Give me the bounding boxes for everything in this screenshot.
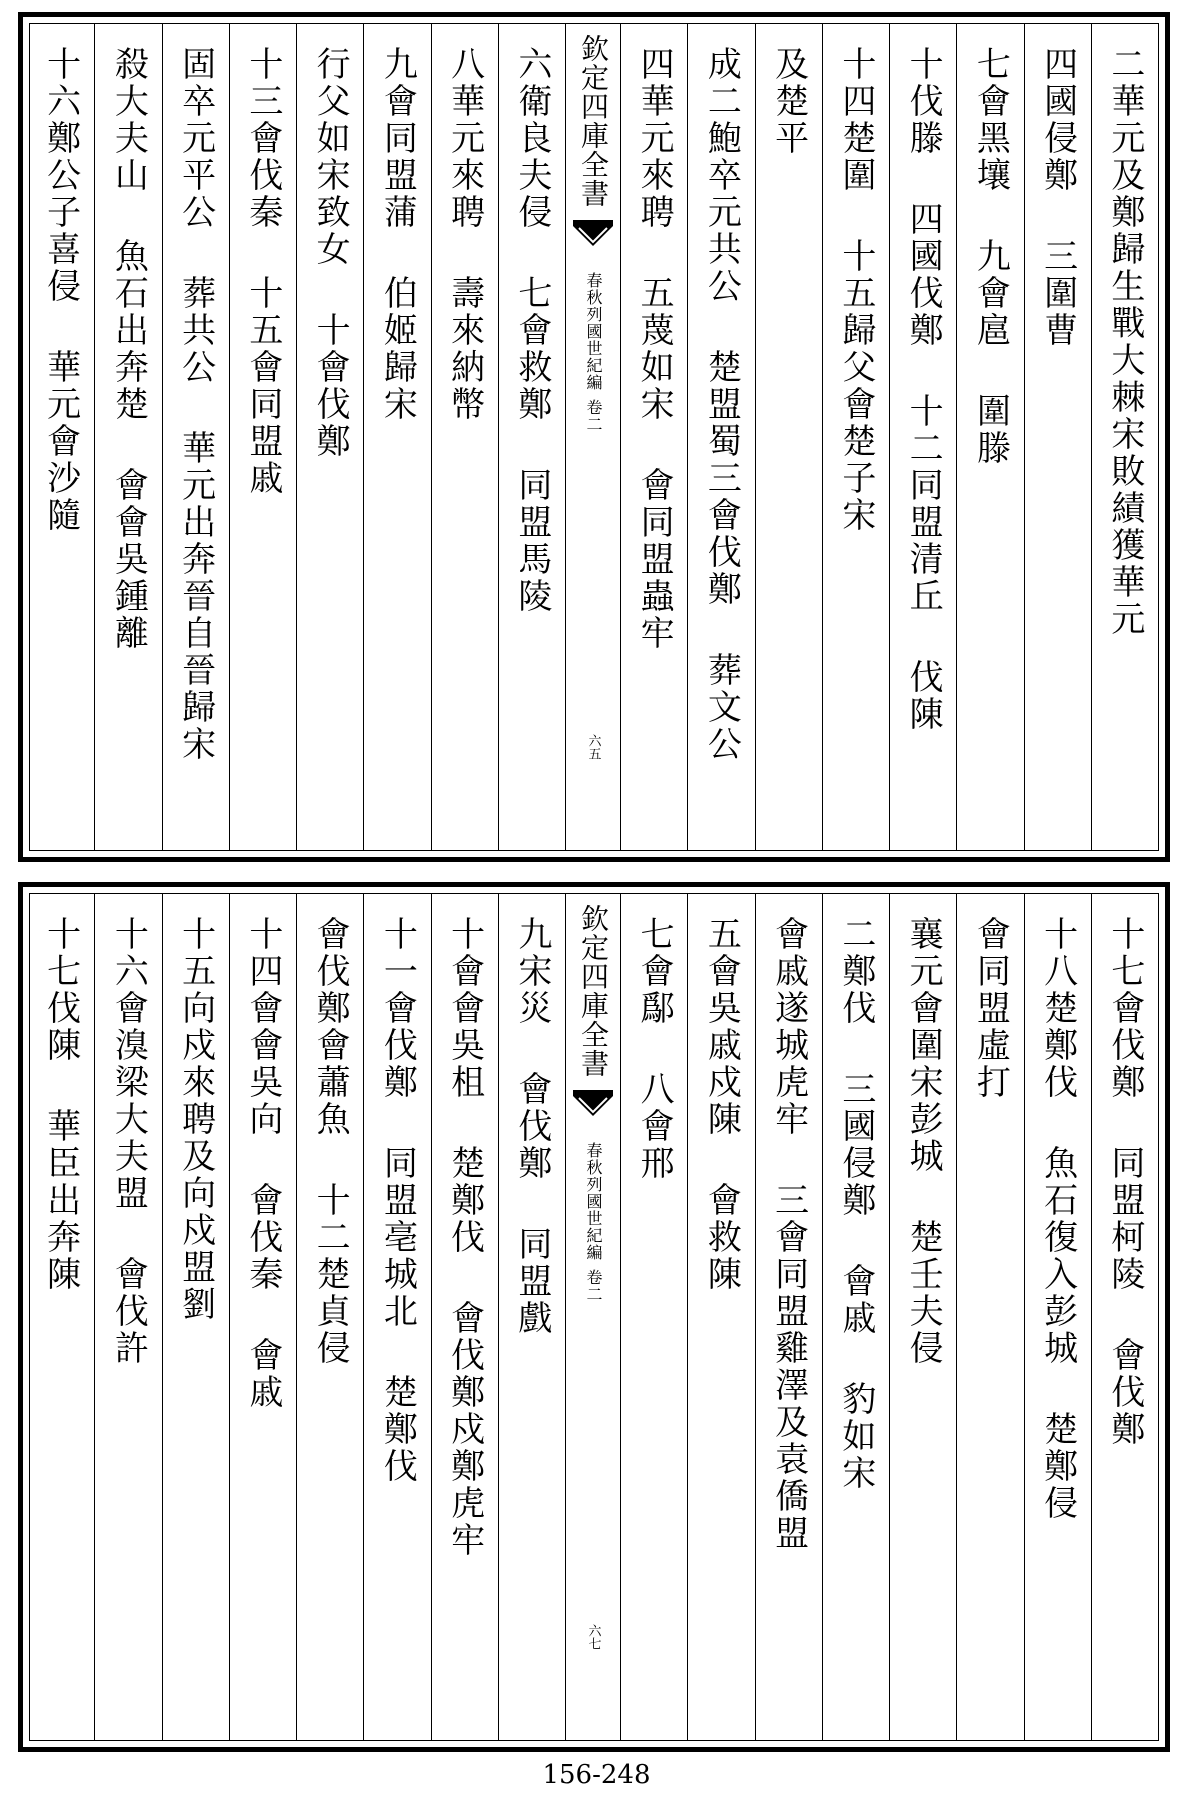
entry-text: 襄元會圍宋彭城 [903,916,944,1175]
entry-text: 九會同盟蒲 [377,46,418,231]
entry-text: 七會救鄭 [511,275,552,423]
entry-text: 楚壬夫侵 [903,1219,944,1367]
text-column [296,894,363,1740]
entry-text: 壽來納幣 [444,275,485,423]
text-column [687,24,754,850]
text-column [498,24,565,850]
book-title: 春秋列國世紀編 [584,1142,603,1261]
entry-text: 十七會伐鄭 [1104,916,1145,1101]
entry-text: 四國侵鄭 [1037,46,1078,194]
entry-text: 十五歸父會楚子宋 [835,238,876,534]
entry-text: 十會會吳柤 [444,916,485,1101]
entry-text: 十二同盟清丘 [903,393,944,615]
text-column [498,894,565,1740]
entry-text: 會伐鄭戍鄭虎牢 [444,1300,485,1559]
center-fold-margin [565,24,620,850]
entry-text: 魚石復入彭城 [1037,1145,1078,1367]
entry-text: 五會吳戚戍陳 [701,916,742,1138]
entry-text: 二鄭伐 [835,916,876,1027]
entry-text: 八華元來聘 [444,46,485,231]
text-column [1024,894,1091,1740]
entry-text: 伯姬歸宋 [377,275,418,423]
text-column [956,894,1023,1740]
text-column [889,24,956,850]
entry-text: 會戚 [835,1263,876,1337]
entry-text: 同盟柯陵 [1104,1145,1145,1293]
fishtail-mark-icon [573,1086,613,1122]
text-column [755,894,822,1740]
entry-text: 同盟戲 [511,1226,552,1337]
entry-text: 會同盟蟲牢 [634,467,675,652]
text-column [162,24,229,850]
entry-text: 三國侵鄭 [835,1071,876,1219]
entry-text: 圍滕 [970,393,1011,467]
entry-text: 會戚 [242,1337,283,1411]
text-column [620,894,687,1740]
bottom-page-columns [29,893,1159,1741]
entry-text: 三會同盟雞澤及袁僑盟 [768,1182,809,1552]
entry-text: 會同盟虛打 [970,916,1011,1101]
entry-text: 華元會沙隨 [40,349,81,534]
entry-text: 魚石出奔楚 [108,238,149,423]
entry-text: 會伐鄭會蕭魚 [310,916,351,1138]
entry-text: 伐陳 [903,659,944,733]
text-column [1091,24,1158,850]
text-column [27,894,94,1740]
entry-text: 九會扈 [970,238,1011,349]
text-column [822,24,889,850]
entry-text: 十六會溴梁大夫盟 [108,916,149,1212]
top-page-columns [29,23,1159,851]
text-column [296,24,363,850]
text-column [162,894,229,1740]
entry-text: 五蔑如宋 [634,275,675,423]
text-column [431,894,498,1740]
entry-text: 會戚遂城虎牢 [768,916,809,1138]
entry-text: 行父如宋致女 [310,46,351,268]
text-column [1091,894,1158,1740]
entry-text: 葬文公 [701,652,742,763]
entry-text: 十五會同盟戚 [242,275,283,497]
entry-text: 豹如宋 [835,1381,876,1492]
text-column [94,24,161,850]
entry-text: 華臣出奔陳 [40,1108,81,1293]
text-column [94,894,161,1740]
collection-title: 欽定四庫全書 [577,904,610,1078]
entry-text: 十會伐鄭 [310,312,351,460]
entry-text: 會救陳 [701,1182,742,1293]
entry-text: 十一會伐鄭 [377,916,418,1101]
entry-text: 會伐秦 [242,1182,283,1293]
fishtail-mark-icon [573,216,613,252]
entry-text: 十七伐陳 [40,916,81,1064]
entry-text: 殺大夫山 [108,46,149,194]
text-column [1024,24,1091,850]
entry-text: 楚鄭伐 [444,1145,485,1256]
bottom-page [18,882,1170,1752]
entry-text: 楚鄭伐 [377,1374,418,1485]
text-column [822,894,889,1740]
entry-text: 楚盟蜀三會伐鄭 [701,349,742,608]
entry-text: 同盟馬陵 [511,467,552,615]
entry-text: 七會鄬 [634,916,675,1027]
entry-text: 固卒元平公 [175,46,216,231]
entry-text: 葬共公 [175,275,216,386]
text-column [363,24,430,850]
entry-text: 及楚平 [768,46,809,157]
text-column [620,24,687,850]
entry-text: 八會邢 [634,1071,675,1182]
entry-text: 十三會伐秦 [242,46,283,231]
entry-text: 成二鮑卒元共公 [701,46,742,305]
entry-text: 會伐鄭 [511,1071,552,1182]
text-column [889,894,956,1740]
entry-text: 楚鄭侵 [1037,1411,1078,1522]
entry-text: 十四楚圍 [835,46,876,194]
entry-text: 六衛良夫侵 [511,46,552,231]
volume-label: 卷二 [584,399,603,433]
book-title: 春秋列國世紀編 [584,272,603,391]
entry-text: 七會黑壤 [970,46,1011,194]
entry-text: 十四會會吳向 [242,916,283,1138]
page-footer-number: 156-248 [542,1760,651,1790]
leaf-number: 六五 [585,734,601,760]
entry-text: 十五向戍來聘及向戍盟劉 [175,916,216,1323]
entry-text: 會會吳鍾離 [108,467,149,652]
entry-text: 會伐鄭 [1104,1337,1145,1448]
entry-text: 會伐許 [108,1256,149,1367]
entry-text: 十八楚鄭伐 [1037,916,1078,1101]
text-column [229,894,296,1740]
top-page [18,12,1170,862]
text-column [687,894,754,1740]
entry-text: 十伐滕 [903,46,944,157]
collection-title: 欽定四庫全書 [577,34,610,208]
entry-text: 二華元及鄭歸生戰大棘宋敗績獲華元 [1104,46,1145,638]
entry-text: 華元出奔晉自晉歸宋 [175,430,216,763]
entry-text: 同盟亳城北 [377,1145,418,1330]
entry-text: 三圍曹 [1037,238,1078,349]
text-column [27,24,94,850]
entry-text: 十六鄭公子喜侵 [40,46,81,305]
entry-text: 十二楚貞侵 [310,1182,351,1367]
text-column [363,894,430,1740]
text-column [755,24,822,850]
entry-text: 四國伐鄭 [903,201,944,349]
text-column [956,24,1023,850]
leaf-number: 六七 [585,1624,601,1650]
volume-label: 卷二 [584,1269,603,1303]
text-column [229,24,296,850]
entry-text: 九宋災 [511,916,552,1027]
entry-text: 四華元來聘 [634,46,675,231]
text-column [431,24,498,850]
center-fold-margin [565,894,620,1740]
